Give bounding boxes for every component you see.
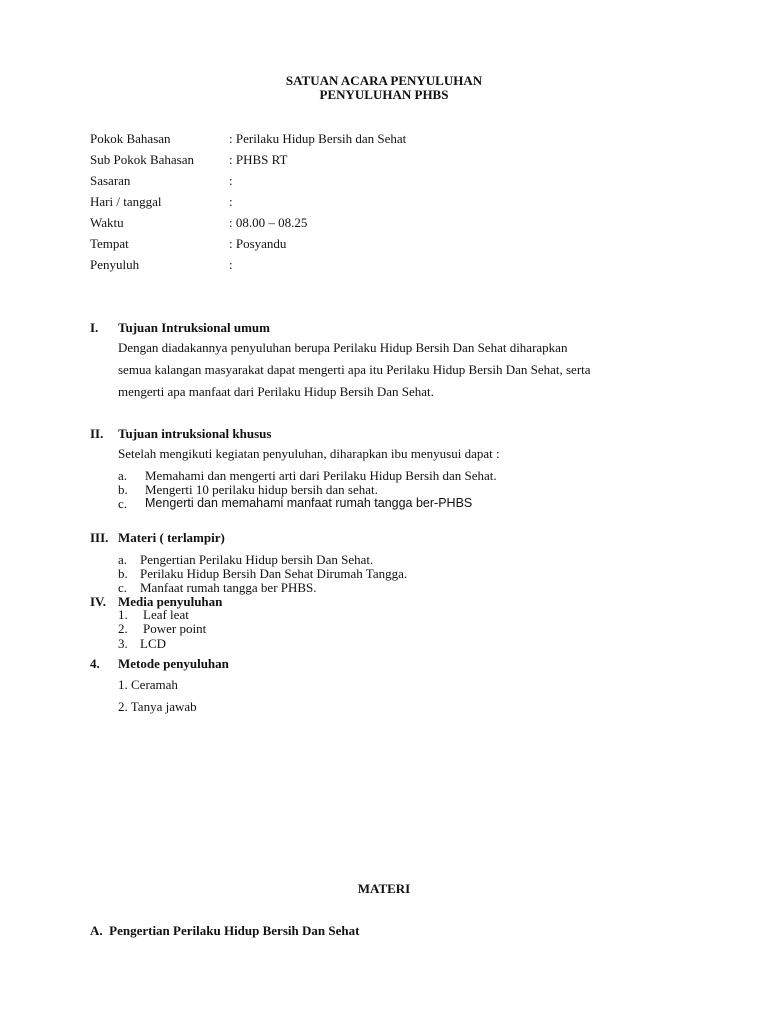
info-label-sub-pokok-bahasan: Sub Pokok Bahasan (90, 152, 194, 167)
section-2-item-marker: a. (118, 468, 128, 483)
section-2-heading: Tujuan intruksional khusus (118, 426, 272, 441)
info-label-waktu: Waktu (90, 215, 124, 230)
info-value-waktu: : 08.00 – 08.25 (229, 215, 308, 230)
section-4-heading: Media penyuluhan (118, 594, 223, 609)
info-label-hari-tanggal: Hari / tanggal (90, 194, 162, 209)
section-4-number: IV. (90, 594, 107, 609)
section-5-item: 2. Tanya jawab (118, 699, 197, 714)
info-value-penyuluh: : (229, 257, 233, 272)
section-2-item-text: Mengerti dan memahami manfaat rumah tangga ber-PHBS (145, 496, 473, 510)
info-label-pokok-bahasan: Pokok Bahasan (90, 131, 171, 146)
info-label-sasaran: Sasaran (90, 173, 131, 188)
info-value-tempat: : Posyandu (229, 236, 287, 251)
section-4-item-marker: 1. (118, 607, 128, 622)
section-2-intro: Setelah mengikuti kegiatan penyuluhan, diharapkan ibu menyusui dapat : (118, 446, 500, 461)
info-label-tempat: Tempat (90, 236, 129, 251)
section-1-line: mengerti apa manfaat dari Perilaku Hidup Bersih Dan Sehat. (118, 384, 434, 399)
section-4-item-text: LCD (140, 636, 166, 651)
materi-subsection-a: A. Pengertian Perilaku Hidup Bersih Dan Sehat (90, 923, 360, 938)
info-label-penyuluh: Penyuluh (90, 257, 140, 272)
section-1-heading: Tujuan Intruksional umum (118, 320, 270, 335)
section-2-item-text: Memahami dan mengerti arti dari Perilaku Hidup Bersih dan Sehat. (145, 468, 497, 483)
section-3-number: III. (90, 530, 109, 545)
info-value-pokok-bahasan: : Perilaku Hidup Bersih dan Sehat (229, 131, 407, 146)
section-1-line: Dengan diadakannya penyuluhan berupa Perilaku Hidup Bersih Dan Sehat diharapkan (118, 340, 568, 355)
section-1-line: semua kalangan masyarakat dapat mengerti apa itu Perilaku Hidup Bersih Dan Sehat, serta (118, 362, 591, 377)
section-2-item-text: Mengerti 10 perilaku hidup bersih dan sehat. (145, 482, 378, 497)
info-value-sub-pokok-bahasan: : PHBS RT (229, 152, 288, 167)
doc-subtitle: PENYULUHAN PHBS (319, 87, 449, 102)
section-2-item-marker: b. (118, 482, 128, 497)
section-4-item-text: Power point (143, 621, 207, 636)
section-4-item-marker: 2. (118, 621, 128, 636)
section-4-item-marker: 3. (118, 636, 128, 651)
info-value-hari-tanggal: : (229, 194, 233, 209)
section-5-item: 1. Ceramah (118, 677, 178, 692)
section-3-heading: Materi ( terlampir) (118, 530, 225, 545)
section-5-number: 4. (90, 656, 100, 671)
section-2-item-marker: c. (118, 496, 128, 511)
doc-title: SATUAN ACARA PENYULUHAN (285, 73, 483, 88)
materi-title: MATERI (357, 881, 411, 896)
section-3-item-text: Perilaku Hidup Bersih Dan Sehat Dirumah Tangga. (140, 566, 408, 581)
section-2-number: II. (90, 426, 104, 441)
section-5-heading: Metode penyuluhan (118, 656, 229, 671)
section-3-item-marker: b. (118, 566, 128, 581)
section-3-item-marker: a. (118, 552, 128, 567)
info-value-sasaran: : (229, 173, 233, 188)
section-4-item-text: Leaf leat (143, 607, 189, 622)
section-3-item-text: Pengertian Perilaku Hidup bersih Dan Sehat. (140, 552, 374, 567)
section-1-number: I. (90, 320, 99, 335)
section-3-item-marker: c. (118, 580, 128, 595)
section-3-item-text: Manfaat rumah tangga ber PHBS. (140, 580, 317, 595)
